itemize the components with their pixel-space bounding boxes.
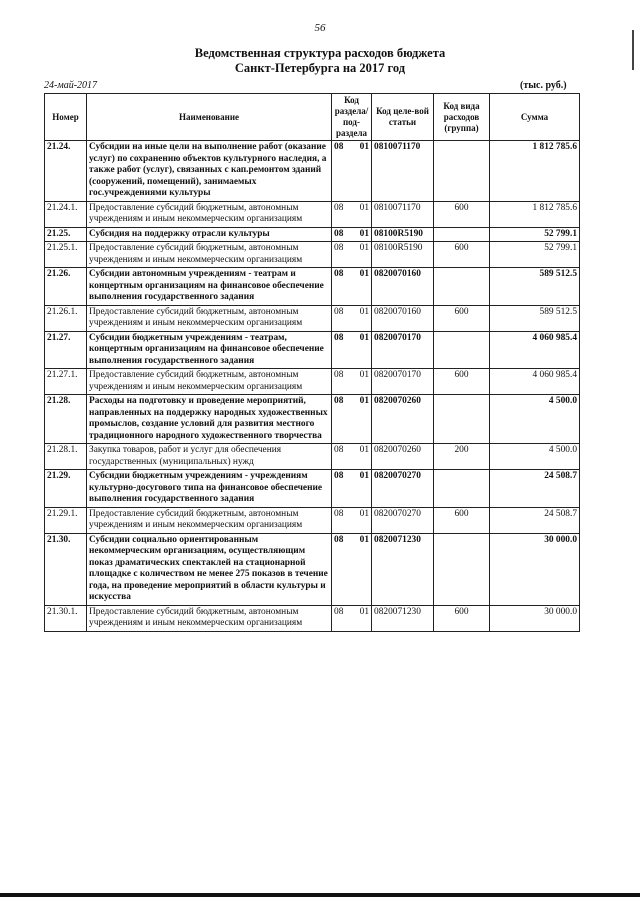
row-section-code: 08 <box>334 534 344 545</box>
row-article: 0810071170 <box>372 201 434 227</box>
row-section <box>332 242 372 268</box>
row-article: 0820070160 <box>372 305 434 331</box>
row-name: Предоставление субсидий бюджетным, автономным учреждениям и иным некоммерческим организациям <box>87 242 332 268</box>
table-row <box>45 533 580 605</box>
row-section <box>332 507 372 533</box>
row-section <box>332 395 372 444</box>
table-row <box>45 305 580 331</box>
row-name: Предоставление субсидий бюджетным, автономным учреждениям и иным некоммерческим организациям <box>87 305 332 331</box>
row-name: Субсидии автономным учреждениям - театрам и концертным организациям на финансовое обеспечение выполнения государственного задания <box>87 268 332 306</box>
row-subsection-code: 01 <box>359 606 369 617</box>
row-sum: 1 812 785.6 <box>490 201 580 227</box>
units-label: (тыс. руб.) <box>520 80 567 91</box>
row-number: 21.26.1. <box>45 305 87 331</box>
row-subsection-code: 01 <box>359 142 369 152</box>
row-article: 0820070270 <box>372 470 434 508</box>
row-number: 21.29.1. <box>45 507 87 533</box>
row-number: 21.28.1. <box>45 444 87 470</box>
col-header-type: Код вида расходов (группа) <box>434 94 490 141</box>
row-section-code: 08 <box>334 228 344 239</box>
row-article: 0820070260 <box>372 444 434 470</box>
document-date: 24-май-2017 <box>44 80 98 91</box>
row-subsection-code: 01 <box>359 508 369 519</box>
row-section <box>332 369 372 395</box>
row-number: 21.24. <box>45 141 87 202</box>
document-title <box>0 46 640 76</box>
row-name: Предоставление субсидий бюджетным, автономным учреждениям и иным некоммерческим организациям <box>87 369 332 395</box>
row-section-code: 08 <box>334 396 344 406</box>
row-type: 600 <box>434 507 490 533</box>
row-section-code: 08 <box>334 269 344 279</box>
table-row <box>45 507 580 533</box>
row-section-code: 08 <box>334 445 344 455</box>
row-section-code: 08 <box>334 606 344 617</box>
row-sum: 4 060 985.4 <box>490 331 580 369</box>
row-name: Закупка товаров, работ и услуг для обеспечения государственных (муниципальных) нужд <box>87 444 332 470</box>
row-type: 600 <box>434 305 490 331</box>
row-article: 0820070270 <box>372 507 434 533</box>
row-subsection-code: 01 <box>359 332 369 343</box>
scan-edge-mark <box>632 30 634 70</box>
row-number: 21.25. <box>45 227 87 242</box>
table-row <box>45 369 580 395</box>
row-type <box>434 141 490 202</box>
row-sum: 30 000.0 <box>490 533 580 605</box>
table-row <box>45 201 580 227</box>
table-row <box>45 395 580 444</box>
row-sum: 30 000.0 <box>490 605 580 631</box>
row-section <box>332 141 372 202</box>
row-sum: 1 812 785.6 <box>490 141 580 202</box>
row-type: 600 <box>434 242 490 268</box>
col-header-name: Наименование <box>87 94 332 141</box>
row-type <box>434 331 490 369</box>
col-header-section: Код раздела/ под-раздела <box>332 94 372 141</box>
row-article: 0820071230 <box>372 533 434 605</box>
row-sum: 589 512.5 <box>490 305 580 331</box>
row-section-code: 08 <box>334 471 344 481</box>
row-name: Предоставление субсидий бюджетным, автономным учреждениям и иным некоммерческим организациям <box>87 507 332 533</box>
row-section <box>332 533 372 605</box>
page-number: 56 <box>314 22 326 34</box>
row-sum: 4 500.0 <box>490 395 580 444</box>
row-number: 21.29. <box>45 470 87 508</box>
row-subsection-code: 01 <box>359 471 369 481</box>
row-section-code: 08 <box>334 370 344 380</box>
row-section <box>332 268 372 306</box>
row-section <box>332 227 372 242</box>
row-article: 0820070160 <box>372 268 434 306</box>
row-subsection-code: 01 <box>359 396 369 406</box>
row-subsection-code: 01 <box>359 370 369 380</box>
row-article: 08100R5190 <box>372 227 434 242</box>
row-article: 0820070170 <box>372 369 434 395</box>
row-article: 0810071170 <box>372 141 434 202</box>
row-number: 21.27.1. <box>45 369 87 395</box>
row-section-code: 08 <box>334 508 344 519</box>
row-subsection-code: 01 <box>359 243 369 253</box>
table-row <box>45 605 580 631</box>
row-number: 21.30. <box>45 533 87 605</box>
row-sum: 589 512.5 <box>490 268 580 306</box>
row-type: 600 <box>434 201 490 227</box>
row-section-code: 08 <box>334 142 344 152</box>
row-name: Расходы на подготовку и проведение мероприятий, направленных на поддержку народных художественных промыслов, создание условий для развития местного традиционного народного художественного творчества <box>87 395 332 444</box>
col-header-number: Номер <box>45 94 87 141</box>
row-name: Предоставление субсидий бюджетным, автономным учреждениям и иным некоммерческим организациям <box>87 201 332 227</box>
table-row <box>45 141 580 202</box>
row-section <box>332 305 372 331</box>
row-section <box>332 470 372 508</box>
row-sum: 4 500.0 <box>490 444 580 470</box>
row-subsection-code: 01 <box>359 228 369 239</box>
row-section-code: 08 <box>334 332 344 343</box>
scan-bottom-border <box>0 893 640 897</box>
row-article: 0820070170 <box>372 331 434 369</box>
row-type <box>434 227 490 242</box>
row-number: 21.27. <box>45 331 87 369</box>
title-line-1: Ведомственная структура расходов бюджета <box>194 46 446 60</box>
table-row <box>45 268 580 306</box>
row-section-code: 08 <box>334 243 344 253</box>
row-name: Субсидия на поддержку отрасли культуры <box>87 227 332 242</box>
table-row <box>45 444 580 470</box>
row-number: 21.26. <box>45 268 87 306</box>
row-type <box>434 395 490 444</box>
table-header-row <box>45 94 580 141</box>
table-row <box>45 331 580 369</box>
col-header-article: Код целе-вой статьи <box>372 94 434 141</box>
row-sum: 24 508.7 <box>490 507 580 533</box>
row-number: 21.30.1. <box>45 605 87 631</box>
row-type: 600 <box>434 605 490 631</box>
row-type <box>434 533 490 605</box>
row-article: 0820071230 <box>372 605 434 631</box>
title-line-2: Санкт-Петербурга на 2017 год <box>234 61 406 75</box>
row-type <box>434 470 490 508</box>
row-number: 21.28. <box>45 395 87 444</box>
row-type <box>434 268 490 306</box>
budget-table <box>44 93 580 632</box>
row-section <box>332 201 372 227</box>
row-article: 08100R5190 <box>372 242 434 268</box>
row-subsection-code: 01 <box>359 202 369 213</box>
row-number: 21.25.1. <box>45 242 87 268</box>
row-name: Предоставление субсидий бюджетным, автономным учреждениям и иным некоммерческим организациям <box>87 605 332 631</box>
table-row <box>45 470 580 508</box>
row-section-code: 08 <box>334 202 344 213</box>
row-section <box>332 444 372 470</box>
row-name: Субсидии на иные цели на выполнение работ (оказание услуг) по сохранению объектов культурного наследия, а также работ (услуг), связанных с кап.ремонтом зданий (сооружений, помещений), занимаемых гос.учреждениями культуры <box>87 141 332 202</box>
row-subsection-code: 01 <box>359 534 369 545</box>
row-number: 21.24.1. <box>45 201 87 227</box>
row-sum: 52 799.1 <box>490 227 580 242</box>
row-section-code: 08 <box>334 306 344 317</box>
row-sum: 24 508.7 <box>490 470 580 508</box>
row-name: Субсидии бюджетным учреждениям - театрам, концертным организациям на финансовое обеспечение выполнения государственного задания <box>87 331 332 369</box>
table-row <box>45 242 580 268</box>
row-sum: 52 799.1 <box>490 242 580 268</box>
row-subsection-code: 01 <box>359 306 369 317</box>
col-header-sum: Сумма <box>490 94 580 141</box>
row-type: 200 <box>434 444 490 470</box>
row-section <box>332 605 372 631</box>
row-name: Субсидии бюджетным учреждениям - учреждениям культурно-досугового типа на финансовое обеспечение выполнения государственного задания <box>87 470 332 508</box>
row-sum: 4 060 985.4 <box>490 369 580 395</box>
row-name: Субсидии социально ориентированным некоммерческим организациям, осуществляющим показ драматических спектаклей на стационарной площадке с количеством не менее 275 показов в течение года, на проведение мероприятий в области культуры и искусства <box>87 533 332 605</box>
row-subsection-code: 01 <box>359 445 369 455</box>
row-subsection-code: 01 <box>359 269 369 279</box>
row-section <box>332 331 372 369</box>
row-article: 0820070260 <box>372 395 434 444</box>
table-row <box>45 227 580 242</box>
row-type: 600 <box>434 369 490 395</box>
